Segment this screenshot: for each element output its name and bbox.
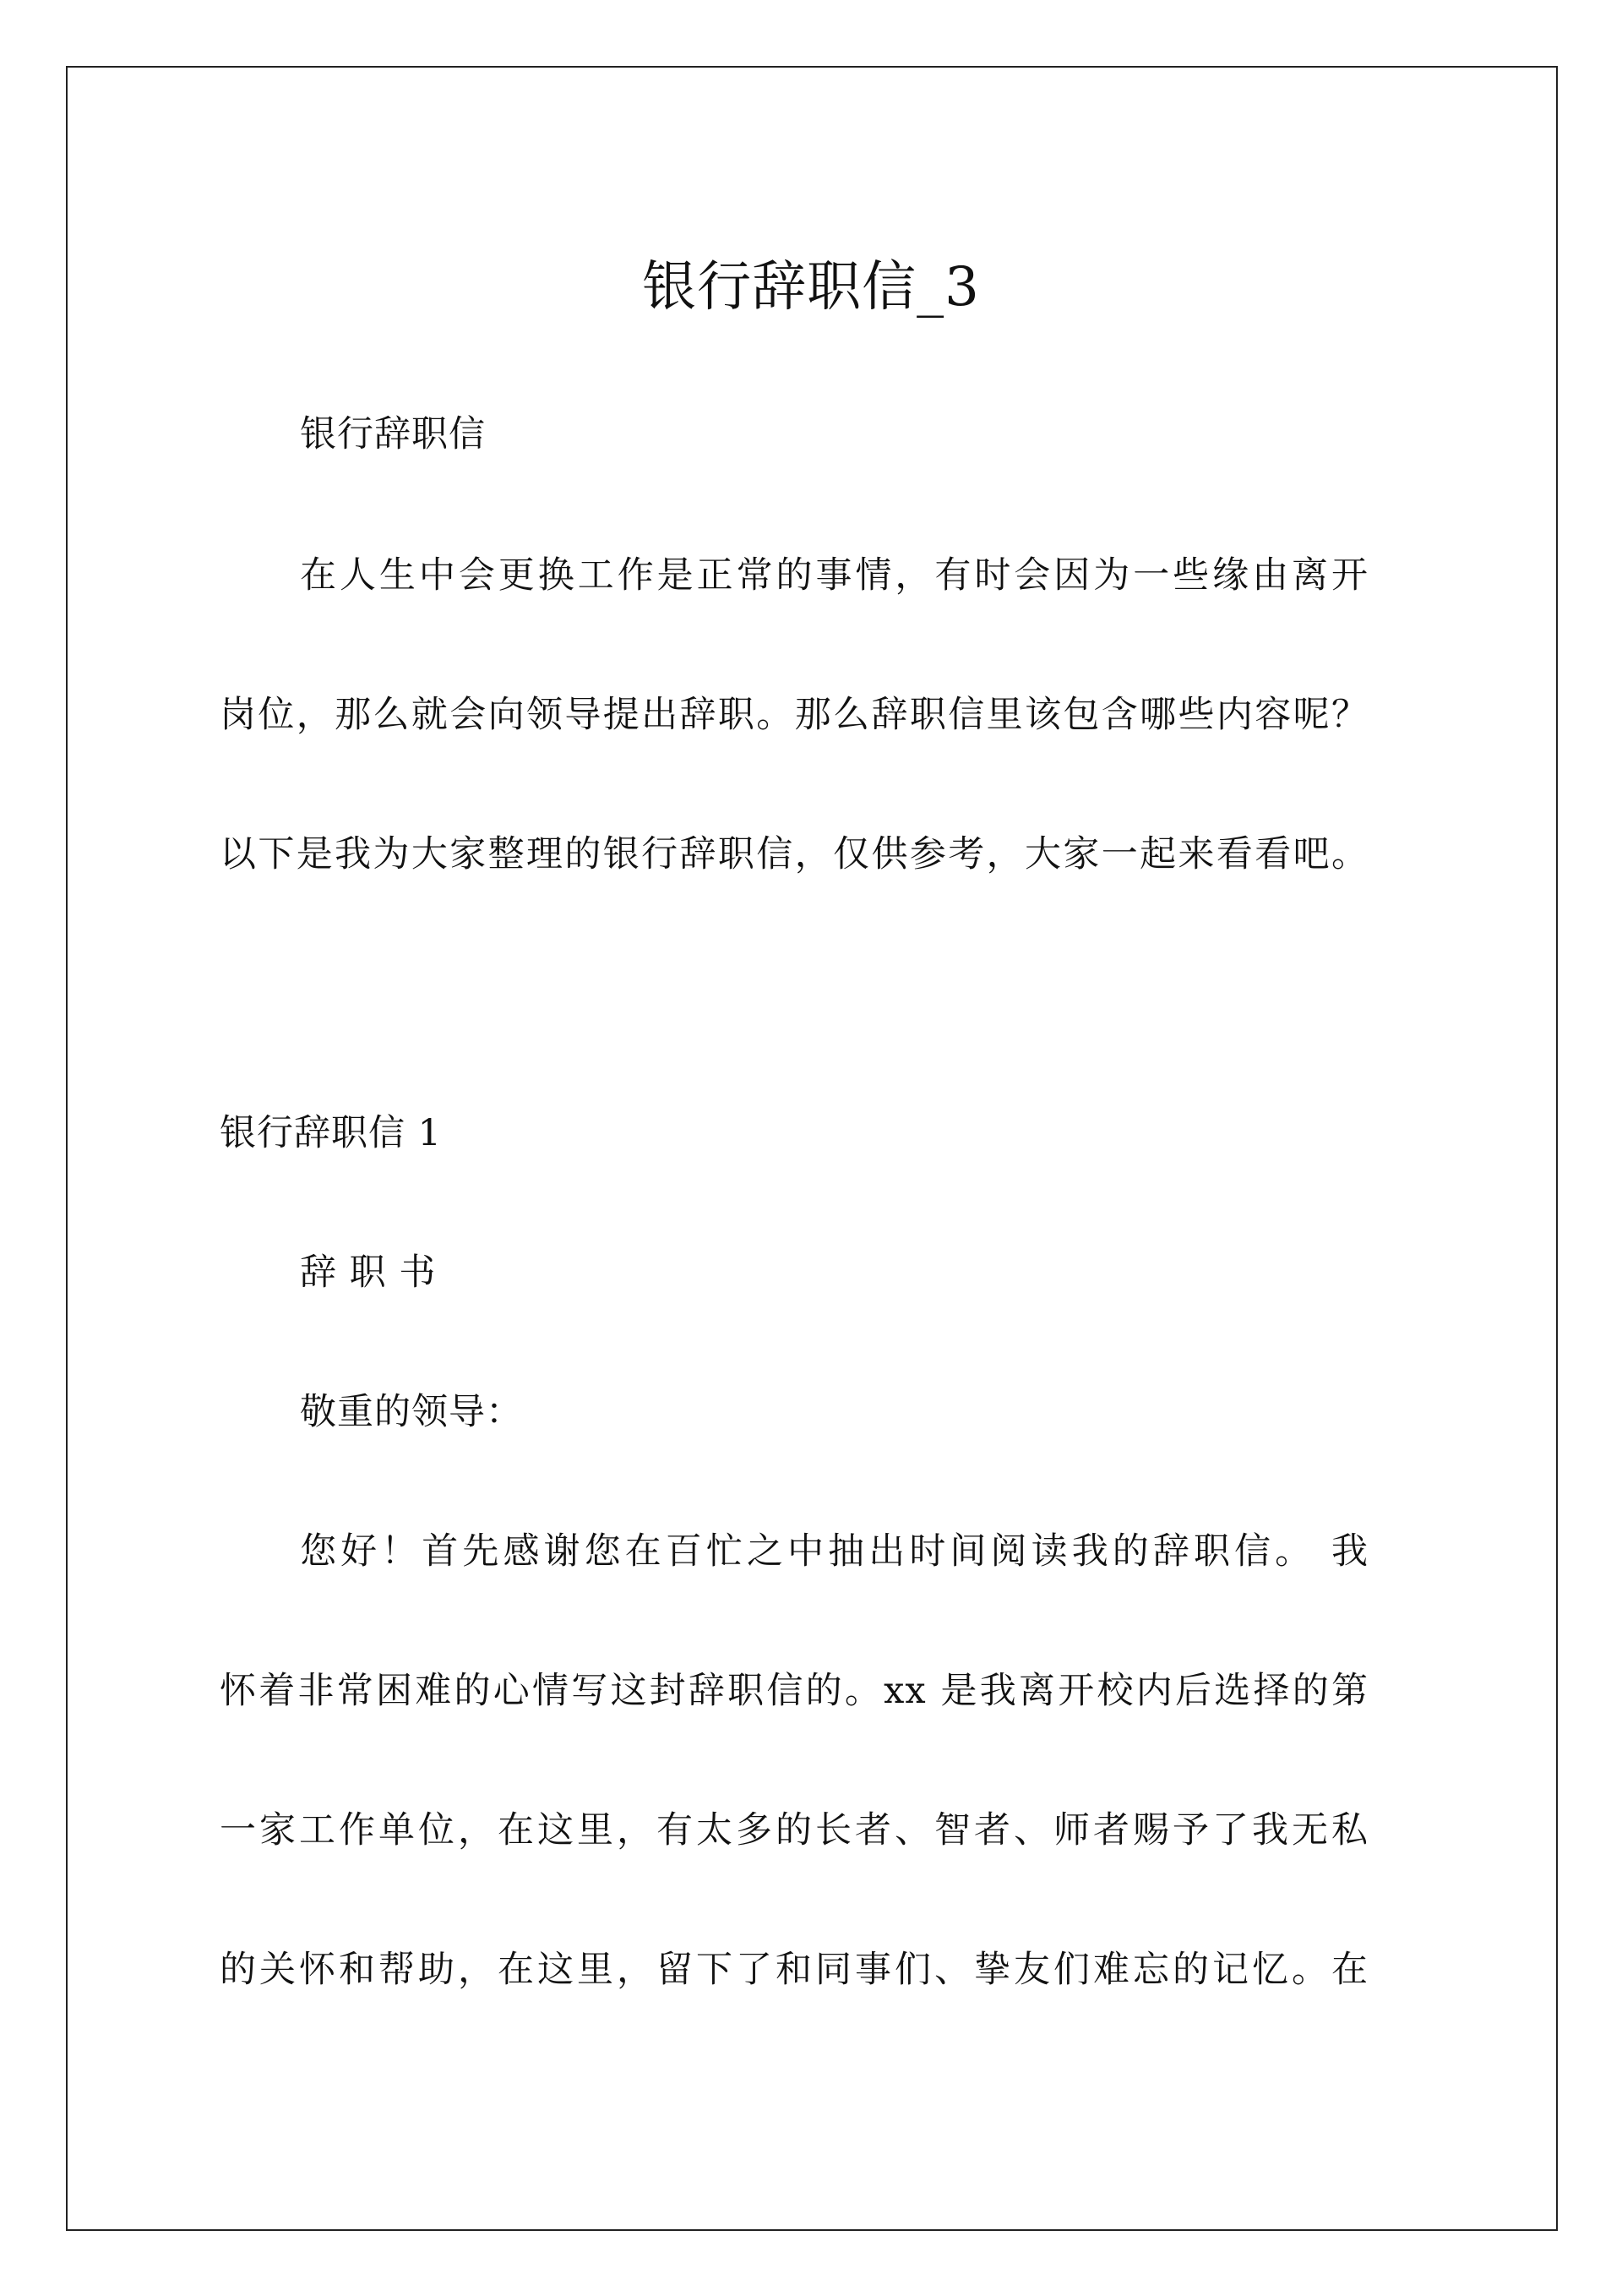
body-line-1: 您好！首先感谢您在百忙之中抽出时间阅读我的辞职信。 我	[300, 1530, 1369, 1573]
body-line-3: 一家工作单位，在这里，有太多的长者、智者、师者赐予了我无私	[220, 1809, 1369, 1852]
body-line-4: 的关怀和帮助，在这里，留下了和同事们、挚友们难忘的记忆。在	[220, 1949, 1369, 1991]
heading-line: 银行辞职信	[300, 413, 486, 455]
intro-line-3: 以下是我为大家整理的银行辞职信，仅供参考，大家一起来看看吧。	[220, 833, 1369, 875]
intro-line-2: 岗位，那么就会向领导提出辞职。那么辞职信里该包含哪些内容呢？	[220, 694, 1369, 736]
section-title: 银行辞职信 1	[220, 1112, 443, 1154]
intro-line-1: 在人生中会更换工作是正常的事情，有时会因为一些缘由离开	[300, 554, 1369, 597]
letter-title: 辞 职 书	[300, 1252, 437, 1294]
body-line-2: 怀着非常困难的心情写这封辞职信的。xx 是我离开校内后选择的第	[220, 1670, 1369, 1712]
salutation: 敬重的领导：	[300, 1391, 523, 1433]
document-title: 银行辞职信_3	[642, 256, 980, 319]
